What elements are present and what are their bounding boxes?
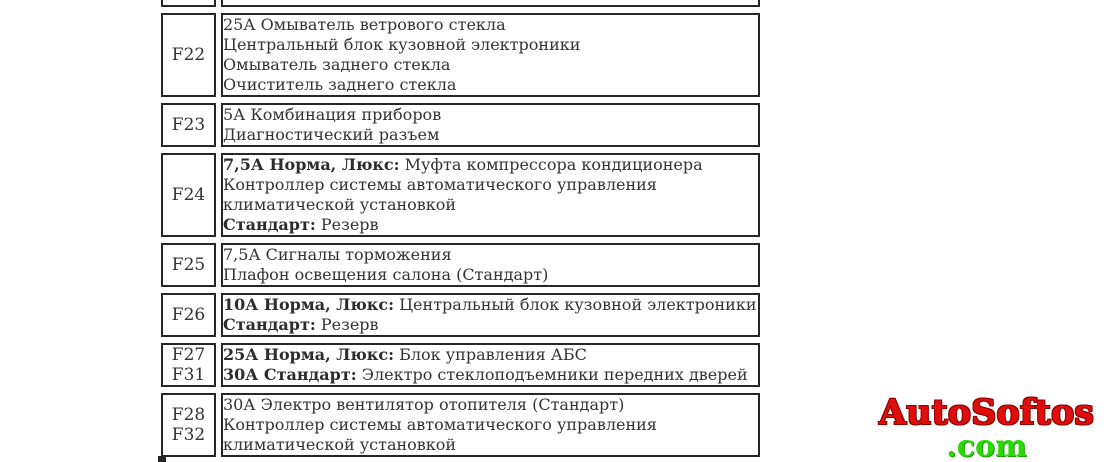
fuse-id-label: F23 <box>171 115 206 135</box>
fuse-description-cell <box>221 0 760 7</box>
fuse-id-label: F31 <box>171 365 206 385</box>
fuse-row <box>161 343 760 387</box>
fuse-id-label: F28 <box>171 405 206 425</box>
fuse-description-cell <box>221 343 760 387</box>
cropped-row-corner <box>158 456 166 462</box>
fuse-row <box>161 243 760 287</box>
description-line: Контроллер системы автоматического управления <box>223 175 657 194</box>
fuse-id-label: F24 <box>171 185 206 205</box>
fuse-id-cell <box>161 0 216 7</box>
description-line: Контроллер системы автоматического управления <box>223 415 657 434</box>
fuse-id-label: F27 <box>171 345 206 365</box>
fuse-id-cell <box>161 293 216 337</box>
fuse-id-cell <box>161 243 216 287</box>
fuse-row <box>161 393 760 457</box>
fuse-description-cell <box>221 293 760 337</box>
fuse-table <box>156 0 765 462</box>
fuse-description-cell <box>221 13 760 97</box>
description-line: 10А Норма, Люкс: Центральный блок кузовной электроники <box>223 295 757 314</box>
description-line: Стандарт: Резерв <box>223 215 379 234</box>
fuse-row <box>161 13 760 97</box>
fuse-description-cell <box>221 103 760 147</box>
fuse-id-cell <box>161 103 216 147</box>
fuse-row <box>161 153 760 237</box>
description-line: Диагностический разъем <box>223 125 440 144</box>
fuse-description-cell <box>221 243 760 287</box>
fuse-id-label: F32 <box>171 425 206 445</box>
fuse-id-label: F26 <box>171 305 206 325</box>
fuse-id-cell <box>161 13 216 97</box>
description-line: 7,5А Сигналы торможения <box>223 245 452 264</box>
fuse-row <box>161 103 760 147</box>
description-line: климатической установкой <box>223 435 457 454</box>
description-line: климатической установкой <box>223 195 457 214</box>
description-line: Стандарт: Резерв <box>223 315 379 334</box>
fuse-id-label: F22 <box>171 45 206 65</box>
fuse-table-body <box>161 0 760 457</box>
description-line: 25А Норма, Люкс: Блок управления АБС <box>223 345 587 364</box>
description-line: 7,5А Норма, Люкс: Муфта компрессора кондиционера <box>223 155 703 174</box>
description-line: 30А Стандарт: Электро стеклоподъемники передних дверей <box>223 365 748 384</box>
fuse-row-partial <box>161 0 760 7</box>
description-line: Плафон освещения салона (Стандарт) <box>223 265 549 284</box>
description-line: Очиститель заднего стекла <box>223 75 457 94</box>
watermark-autosoftos-text: AutoSoftos <box>878 392 1094 433</box>
fuse-id-cell <box>161 153 216 237</box>
fuse-id-label: F25 <box>171 255 206 275</box>
description-line: 30А Электро вентилятор отопителя (Стандарт) <box>223 395 625 414</box>
fuse-description-cell <box>221 153 760 237</box>
fuse-id-cell <box>161 343 216 387</box>
fuse-id-cell <box>161 393 216 457</box>
watermark-com-text: .com <box>946 429 1027 462</box>
fuse-row <box>161 293 760 337</box>
description-line: Центральный блок кузовной электроники <box>223 35 581 54</box>
description-line: 25А Омыватель ветрового стекла <box>223 15 506 34</box>
fuse-description-cell <box>221 393 760 457</box>
description-line: Омыватель заднего стекла <box>223 55 451 74</box>
watermark <box>878 392 1094 462</box>
description-line: 5А Комбинация приборов <box>223 105 442 124</box>
